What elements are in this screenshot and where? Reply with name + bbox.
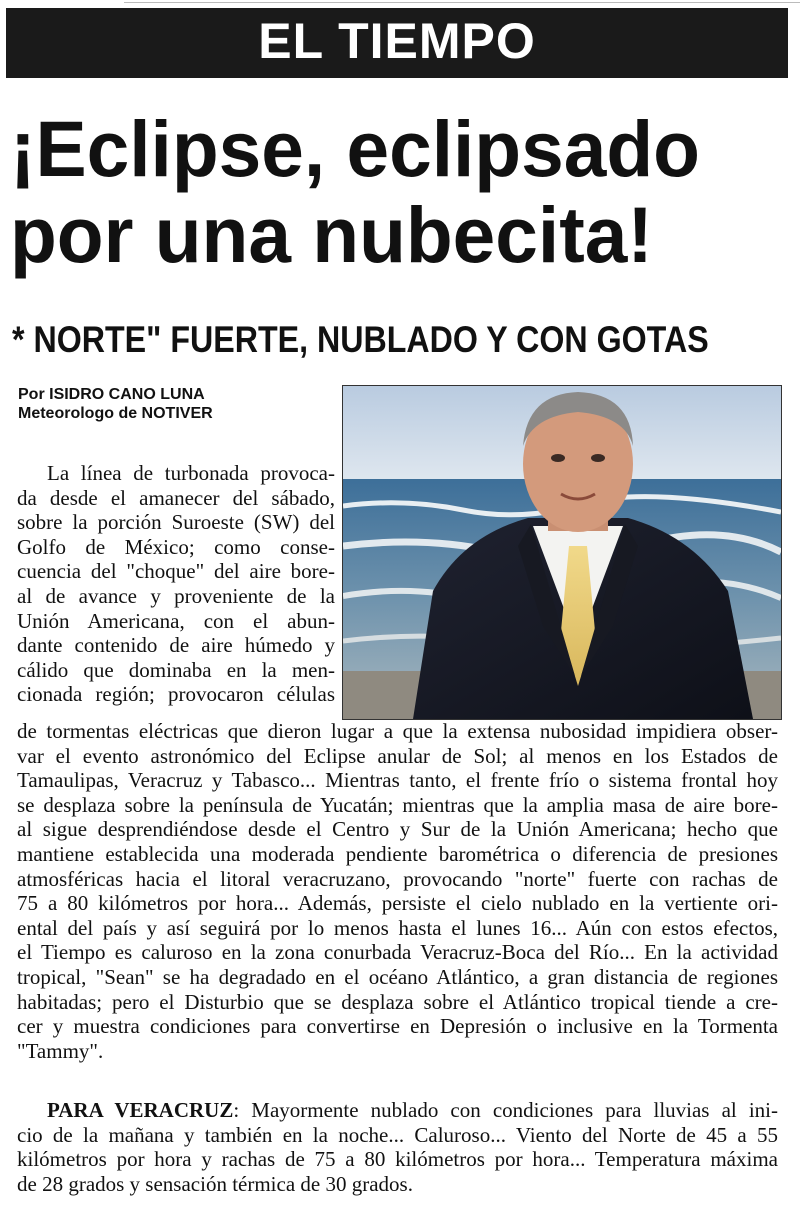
headline-line-2: por una nubecita!: [10, 190, 653, 279]
article-line: cuencia del "choque" del aire bore-: [17, 559, 335, 584]
article-line: Golfo de México; como conse-: [17, 534, 335, 559]
article-line: da desde el amanecer del sábado,: [17, 485, 335, 510]
headline-line-1: ¡Eclipse, eclipsado: [10, 104, 700, 193]
forecast-label: PARA VERACRUZ: [47, 1098, 234, 1122]
article-line: atmosféricas hacia el litoral veracruzano, provocando "norte" fuerte con rachas de: [17, 866, 778, 891]
forecast-line: de 28 grados y sensación térmica de 30 grados.: [17, 1171, 413, 1196]
article-line: La línea de turbonada provoca-: [47, 461, 335, 485]
article-line: 75 a 80 kilómetros por hora... Además, persiste el cielo nublado en la vertiente ori-: [17, 891, 778, 916]
byline: [18, 385, 213, 423]
article-line: de tormentas eléctricas que dieron lugar a que la extensa nubosidad impidiera obser-: [17, 719, 778, 743]
article-line: Unión Americana, con el abun-: [17, 608, 335, 633]
article-body-narrow: [17, 461, 335, 707]
forecast-paragraph: [17, 1098, 778, 1196]
article-line: var el evento astronómico del Eclipse anular de Sol; al menos en los Estados de: [17, 743, 778, 768]
article-line: al sigue desprendiéndose desde el Centro y Sur de la Unión Americana; hecho que: [17, 817, 778, 842]
article-line: sobre la porción Suroeste (SW) del: [17, 510, 335, 535]
forecast-line: kilómetros por hora y rachas de 75 a 80 kilómetros por hora... Temperatura máxima: [17, 1147, 778, 1172]
article-line: cálido que dominaba en la men-: [17, 657, 335, 682]
forecast-line: cio de la mañana y también en la noche... Caluroso... Viento del Norte de 45 a 55: [17, 1122, 778, 1147]
article-line: habitadas; pero el Disturbio que se desplaza sobre el Atlántico tropical tiende a cre-: [17, 989, 778, 1014]
article-line: al de avance y proveniente de la: [17, 583, 335, 608]
byline-role: Meteorologo de NOTIVER: [18, 405, 213, 422]
forecast-text: : Mayormente nublado con condiciones para lluvias al ini-: [233, 1098, 778, 1122]
forecast-line-first: [17, 1098, 778, 1123]
article-line: se desplaza sobre la península de Yucatán; mientras que la amplia masa de aire bore-: [17, 792, 778, 817]
section-banner: [6, 8, 788, 78]
article-line: cer y muestra condiciones para convertirse en Depresión o inclusive en la Tormenta: [17, 1014, 778, 1039]
article-line: mantiene establecida una moderada pendiente barométrica o diferencia de presiones: [17, 841, 778, 866]
top-rule: [124, 2, 800, 3]
article-line: tropical, "Sean" se ha degradado en el océano Atlántico, a gran distancia de regiones: [17, 964, 778, 989]
article-line: el Tiempo es caluroso en la zona conurbada Veracruz-Boca del Río... En la actividad: [17, 940, 778, 965]
article-line: Tamaulipas, Veracruz y Tabasco... Mientras tanto, el frente frío o sistema frontal hoy: [17, 768, 778, 793]
headline: [10, 106, 767, 278]
article-line: ental del país y así seguirá por lo menos hasta el lunes 16... Aún con estos efectos,: [17, 915, 778, 940]
section-title: EL TIEMPO: [258, 13, 536, 69]
byline-author: Por ISIDRO CANO LUNA: [18, 386, 205, 403]
article-body-wide: [17, 719, 778, 1063]
article-line: dante contenido de aire húmedo y: [17, 633, 335, 658]
subheadline: * NORTE" FUERTE, NUBLADO Y CON GOTAS: [12, 319, 709, 360]
photo-illustration: [343, 386, 781, 719]
article-line: "Tammy".: [17, 1038, 104, 1063]
author-photo: [342, 385, 782, 720]
article-line: cionada región; provocaron células: [17, 682, 335, 707]
